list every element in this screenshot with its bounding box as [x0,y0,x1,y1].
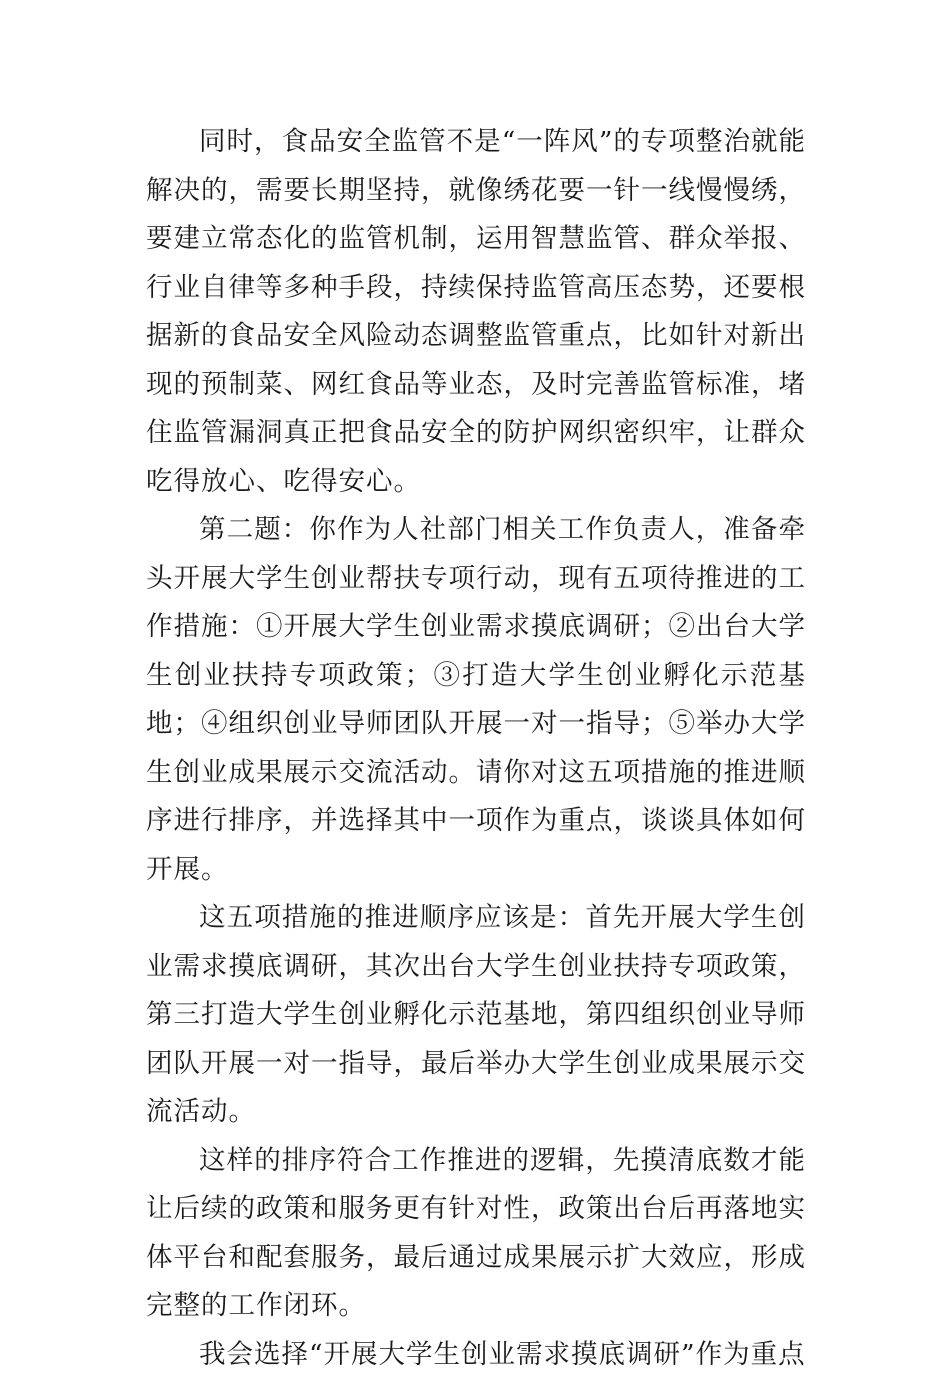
paragraph-order-reasoning: 这样的排序符合工作推进的逻辑，先摸清底数才能让后续的政策和服务更有针对性，政策出台后再落地实体平台和配套服务，最后通过成果展示扩大效应，形成完整的工作闭环。 [146,1137,806,1331]
paragraph-question-two: 第二题：你作为人社部门相关工作负责人，准备牵头开展大学生创业帮扶专项行动，现有五项待推进的工作措施：①开展大学生创业需求摸底调研；②出台大学生创业扶持专项政策；③打造大学生创业孵化示范基地；④组织创业导师团队开展一对一指导；⑤举办大学生创业成果展示交流活动。请你对这五项措施的推进顺序进行排序，并选择其中一项作为重点，谈谈具体如何开展。 [146,506,806,894]
paragraph-food-safety: 同时，食品安全监管不是“一阵风”的专项整治就能解决的，需要长期坚持，就像绣花要一针一线慢慢绣，要建立常态化的监管机制，运用智慧监管、群众举报、行业自律等多种手段，持续保持监管高压态势，还要根据新的食品安全风险动态调整监管重点，比如针对新出现的预制菜、网红食品等业态，及时完善监管标准，堵住监管漏洞真正把食品安全的防护网织密织牢，让群众吃得放心、吃得安心。 [146,118,806,506]
paragraph-focus-choice: 我会选择“开展大学生创业需求摸底调研”作为重点 [146,1331,806,1379]
document-body [146,118,806,1379]
paragraph-order-answer: 这五项措施的推进顺序应该是：首先开展大学生创业需求摸底调研，其次出台大学生创业扶持专项政策，第三打造大学生创业孵化示范基地，第四组织创业导师团队开展一对一指导，最后举办大学生创业成果展示交流活动。 [146,894,806,1137]
